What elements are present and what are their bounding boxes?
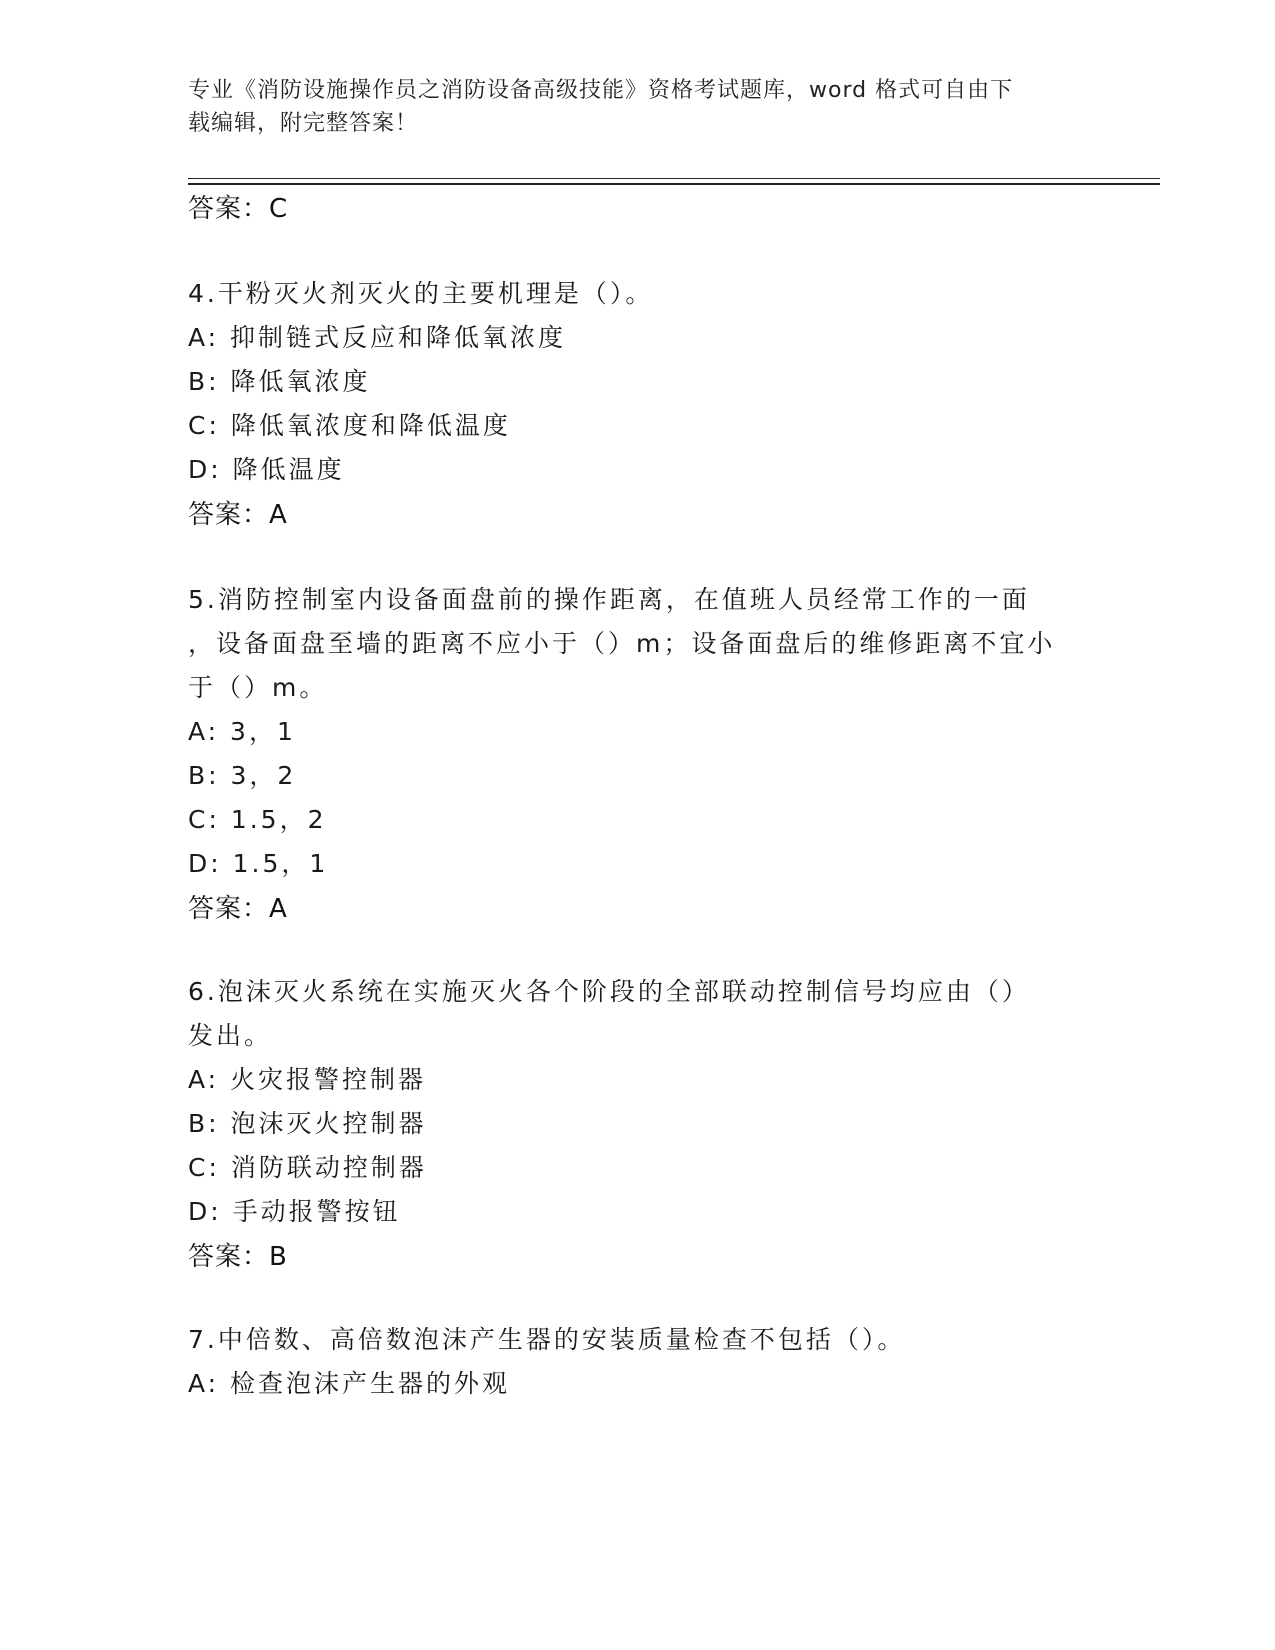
header-divider-thick [188,183,1160,185]
header-divider-thin [188,178,1160,179]
question-4-option-a: A: 抑制链式反应和降低氧浓度 [188,323,567,352]
header-line-2: 载编辑，附完整答案！ [188,111,419,136]
question-4-stem: 4.干粉灭火剂灭火的主要机理是（）。 [188,279,654,308]
document-header-note [188,74,1068,140]
question-5-option-c: C: 1.5，2 [188,805,327,834]
question-4-option-d: D: 降低温度 [188,455,345,484]
question-6-option-d: D: 手动报警按钮 [188,1197,401,1226]
question-7-stem: 7.中倍数、高倍数泡沫产生器的安装质量检查不包括（）。 [188,1325,906,1354]
question-4-answer: 答案：A [188,500,288,530]
question-5-option-a: A: 3，1 [188,717,296,746]
question-6-option-c: C: 消防联动控制器 [188,1153,427,1182]
question-5-option-b: B: 3，2 [188,761,297,790]
question-5-option-d: D: 1.5，1 [188,849,329,878]
question-5-stem-line-3: 于（）m。 [188,673,328,702]
question-5-answer: 答案：A [188,894,288,924]
question-6-stem-line-2: 发出。 [188,1021,273,1050]
previous-answer: 答案：C [188,194,289,224]
question-6-option-a: A: 火灾报警控制器 [188,1065,427,1094]
question-6-answer: 答案：B [188,1242,288,1272]
question-7-option-a: A: 检查泡沫产生器的外观 [188,1369,511,1398]
question-4-option-b: B: 降低氧浓度 [188,367,371,396]
question-5-stem-line-1: 5.消防控制室内设备面盘前的操作距离，在值班人员经常工作的一面 [188,585,1030,614]
question-4-option-c: C: 降低氧浓度和降低温度 [188,411,511,440]
question-6-option-b: B: 泡沫灭火控制器 [188,1109,427,1138]
header-line-1: 专业《消防设施操作员之消防设备高级技能》资格考试题库，word 格式可自由下 [188,78,1014,103]
question-5-stem-line-2: ，设备面盘至墙的距离不应小于（）m；设备面盘后的维修距离不宜小 [188,629,1056,658]
question-6-stem-line-1: 6.泡沫灭火系统在实施灭火各个阶段的全部联动控制信号均应由（） [188,977,1030,1006]
